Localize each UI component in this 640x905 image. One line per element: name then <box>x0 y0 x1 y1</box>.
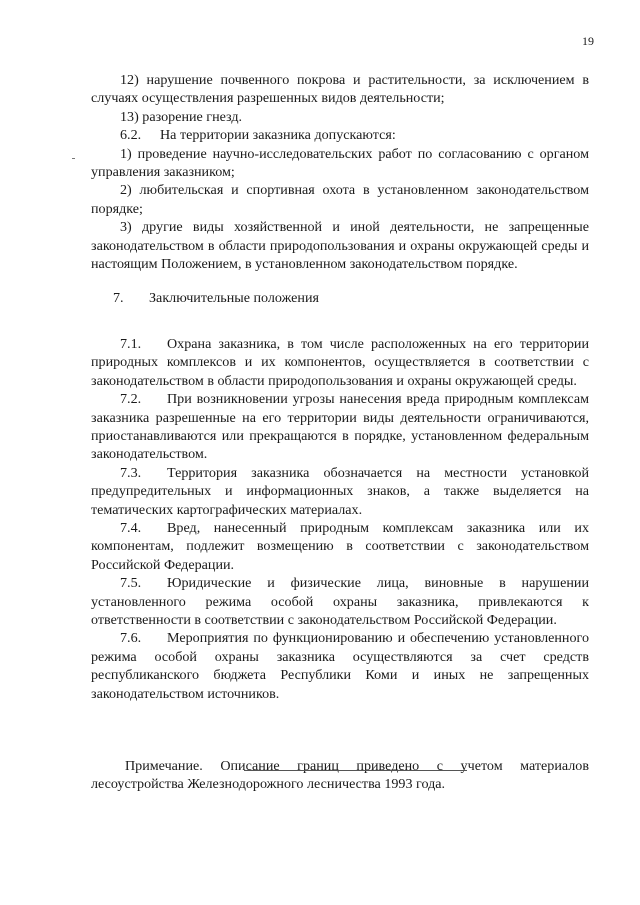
clause-text: На территории заказника допускаются: <box>160 127 396 144</box>
clause-number: 6.2. <box>120 127 142 144</box>
margin-mark <box>72 158 75 159</box>
list-item-13: 13) разорение гнезд. <box>120 108 243 125</box>
clause-number: 7.4. <box>120 519 142 536</box>
clause-7-1 <box>91 335 589 390</box>
closing-rule <box>244 770 467 771</box>
clause-number: 7.3. <box>120 464 142 481</box>
clause-number: 7.1. <box>120 335 142 352</box>
clause-7-4 <box>91 519 589 574</box>
document-body <box>91 71 589 794</box>
clause-number: 7.6. <box>120 630 142 647</box>
clause-number: 7.2. <box>120 391 142 408</box>
clause-text: Юридические и физические лица, виновные в нарушении установленного режима особой охраны заказника, привлекаются к ответственности в соответствии с законодательством Российской Федерации. <box>91 575 589 628</box>
clause-number: 7.5. <box>120 575 142 592</box>
section-title: Заключительные положения <box>149 290 319 307</box>
clause-text: Мероприятия по функционированию и обеспечению установленного режима особой охраны заказника осуществляются за счет средств республиканского бюджета Республики Коми и иных не запрещенных законодательством источников. <box>91 630 589 702</box>
section-number: 7. <box>113 290 124 307</box>
clause-7-6 <box>91 629 589 703</box>
clause-text: Территория заказника обозначается на местности установкой предупредительных и информационных знаков, а также выделяется на тематических картографических материалах. <box>91 464 589 518</box>
clause-7-5 <box>91 574 589 629</box>
list-item-2: 2) любительская и спортивная охота в установленном законодательством порядке; <box>91 182 589 217</box>
clause-text: При возникновении угрозы нанесения вреда природным комплексам заказника разрешенные на его территории виды деятельности ограничиваются, приостанавливаются или прекращаются в порядке, установленном федеральным законодательством. <box>91 391 589 463</box>
list-item-3: 3) другие виды хозяйственной и иной деятельности, не запрещенные законодательством в области природопользования и охраны окружающей среды и настоящим Положением, в установленном законодательством порядке. <box>91 219 589 273</box>
clause-6-2 <box>91 126 589 144</box>
list-item-12: 12) нарушение почвенного покрова и растительности, за исключением в случаях осуществления разрешенных видов деятельности; <box>91 72 589 107</box>
clause-text: Охрана заказника, в том числе расположенных на его территории природных комплексов и их компонентов, осуществляется в соответствии с законодательством в области природопользования и охраны окружающей среды. <box>91 335 589 389</box>
page-number: 19 <box>582 34 594 48</box>
clause-text: Вред, нанесенный природным комплексам заказника или их компонентам, подлежит возмещению в соответствии с законодательством Российской Федерации. <box>91 519 589 573</box>
clause-7-2 <box>91 390 589 464</box>
list-item-1: 1) проведение научно-исследовательских работ по согласованию с органом управления заказником; <box>91 145 589 181</box>
clause-7-3 <box>91 464 589 519</box>
note: Примечание. Описание границ приведено с учетом материалов лесоустройства Железнодорожного лесничества 1993 года. <box>91 758 589 793</box>
section-heading <box>91 289 589 307</box>
